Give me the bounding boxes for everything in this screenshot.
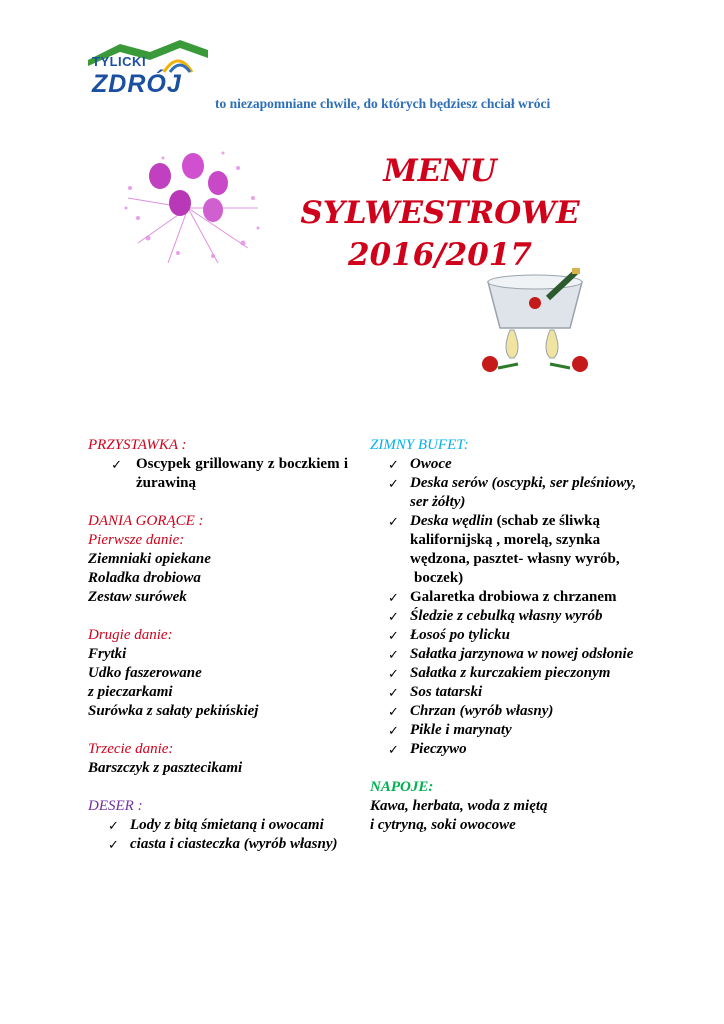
- trzecie-heading: Trzecie danie:: [88, 741, 174, 757]
- wedlin-detail: (schab ze śliwką kalifornijską , morelą, szynka wędzona, pasztet- własny wyrób,: [410, 513, 620, 567]
- title-line2: SYLWESTROWE: [300, 195, 580, 231]
- drugie-item: z pieczarkami: [88, 684, 173, 700]
- wedlin-detail2: boczek): [414, 570, 464, 586]
- wedlin-name: Deska wędlin: [410, 513, 493, 529]
- bufet-item: ✓ Sałatka z kurczakiem pieczonym: [388, 665, 611, 681]
- right-column: [370, 436, 640, 835]
- bufet-item: ✓ Pikle i marynaty: [388, 722, 512, 738]
- dania-heading: DANIA GORĄCE :: [88, 513, 204, 529]
- check-icon: ✓: [108, 818, 119, 833]
- title-line1: MENU: [383, 153, 497, 189]
- check-icon: ✓: [388, 647, 399, 662]
- drugie-heading: Drugie danie:: [88, 627, 173, 643]
- drugie-item: Udko faszerowane: [88, 665, 202, 681]
- check-icon: ✓: [388, 666, 399, 681]
- champagne-bucket-icon: [470, 268, 600, 383]
- logo-line1: TYLICKI: [92, 54, 147, 69]
- napoje-line: Kawa, herbata, woda z miętą: [370, 798, 548, 814]
- bufet-item: ✓ Łosoś po tylicku: [388, 627, 510, 643]
- bufet-item: ✓ Deska serów (oscypki, ser pleśniowy, ser żółty): [388, 475, 637, 510]
- bufet-item: [388, 512, 640, 588]
- check-icon: ✓: [388, 704, 399, 719]
- check-icon: ✓: [388, 723, 399, 738]
- drugie-item: Surówka z sałaty pekińskiej: [88, 703, 259, 719]
- check-icon: ✓: [388, 742, 399, 757]
- pierwsze-item: Zestaw surówek: [88, 589, 187, 605]
- przystawka-text: Oscypek grillowany z boczkiem i żurawiną: [136, 456, 348, 491]
- deser-item: ✓ Lody z bitą śmietaną i owocami: [108, 817, 324, 833]
- tylicki-zdroj-logo: [80, 38, 210, 106]
- check-icon: ✓: [388, 457, 399, 472]
- bufet-item: ✓ Pieczywo: [388, 741, 467, 757]
- menu-title: [300, 150, 580, 276]
- check-icon: ✓: [111, 457, 122, 472]
- drugie-item: Frytki: [88, 646, 127, 662]
- check-icon: ✓: [388, 685, 399, 700]
- deser-item: ✓ ciasta i ciasteczka (wyrób własny): [108, 836, 338, 852]
- przystawka-item: [88, 455, 348, 493]
- bufet-item: ✓ Sos tatarski: [388, 684, 483, 700]
- bufet-item: ✓ Owoce: [388, 456, 452, 472]
- check-icon: ✓: [388, 628, 399, 643]
- bufet-item: ✓ Galaretka drobiowa z chrzanem: [388, 589, 617, 605]
- pierwsze-heading: Pierwsze danie:: [88, 532, 185, 548]
- przystawka-heading: PRZYSTAWKA :: [88, 437, 187, 453]
- bufet-heading: ZIMNY BUFET:: [370, 437, 469, 453]
- check-icon: ✓: [388, 514, 399, 529]
- check-icon: ✓: [108, 837, 119, 852]
- tagline: to niezapomniane chwile, do których będziesz chciał wróci: [215, 96, 551, 111]
- check-icon: ✓: [388, 476, 399, 491]
- pierwsze-item: Roladka drobiowa: [88, 570, 201, 586]
- title-line3: 2016/2017: [348, 237, 532, 273]
- trzecie-item: Barszczyk z pasztecikami: [88, 760, 243, 776]
- deser-heading: DESER :: [88, 798, 143, 814]
- bufet-item: ✓ Sałatka jarzynowa w nowej odsłonie: [388, 646, 634, 662]
- check-icon: ✓: [388, 590, 399, 605]
- pierwsze-item: Ziemniaki opiekane: [88, 551, 211, 567]
- bufet-item: ✓ Śledzie z cebulką własny wyrób: [388, 608, 603, 624]
- left-column: [88, 436, 348, 854]
- bufet-item: ✓ Chrzan (wyrób własny): [388, 703, 554, 719]
- balloons-icon: [118, 148, 268, 273]
- check-icon: ✓: [388, 609, 399, 624]
- logo-line2: ZDRÓJ: [92, 70, 182, 98]
- napoje-heading: NAPOJE:: [370, 779, 434, 795]
- napoje-line: i cytryną, soki owocowe: [370, 817, 516, 833]
